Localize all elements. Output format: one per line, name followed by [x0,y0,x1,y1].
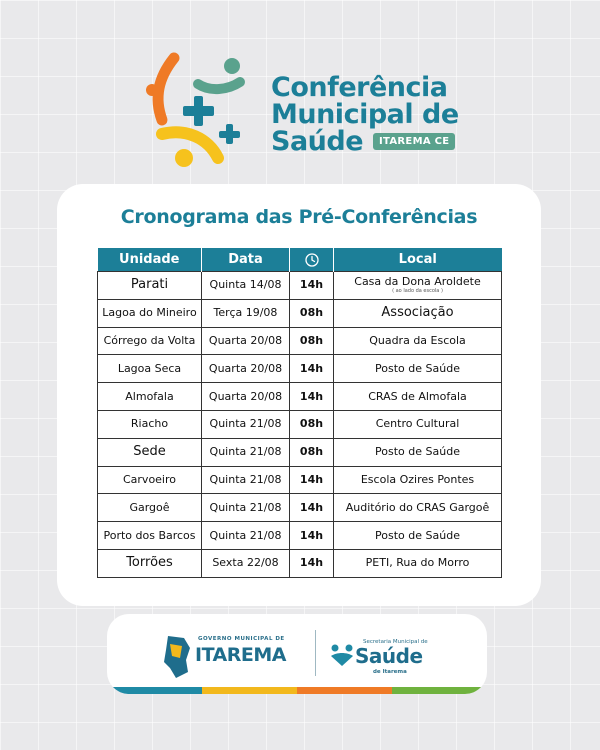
location-badge: ITAREMA CE [373,133,455,150]
schedule-title: Cronograma das Pré-Conferências [120,206,478,228]
row-time: 08h [290,299,334,327]
row-unit: Gargoê [98,494,202,522]
stripe-blue [107,687,202,694]
row-unit: Córrego da Volta [98,327,202,355]
table-row [98,383,502,411]
row-place: Auditório do CRAS Gargoê [334,494,502,522]
row-date: Quinta 21/08 [202,410,290,438]
row-place: Escola Ozires Pontes [334,466,502,494]
row-time: 08h [290,410,334,438]
title-line-1: Conferência [271,72,448,103]
row-time: 08h [290,327,334,355]
table-header-row [98,248,502,272]
secretariat-label: Secretaria Municipal de [363,639,428,645]
row-unit: Porto dos Barcos [98,522,202,550]
row-place: PETI, Rua do Morro [334,549,502,577]
table-row [98,549,502,577]
row-place: CRAS de Almofala [334,383,502,411]
footer-divider [315,630,316,676]
row-place-text: Casa da Dona Aroldete [354,275,481,289]
row-unit: Almofala [98,383,202,411]
row-place: Centro Cultural [334,410,502,438]
stripe-yellow [202,687,297,694]
table-row [98,355,502,383]
row-time: 14h [290,549,334,577]
row-unit: Lagoa Seca [98,355,202,383]
title-line-3: Saúde [271,126,364,157]
color-stripes [107,687,487,694]
conference-title [271,74,459,155]
schedule-card [57,184,541,606]
health-people-icon [329,642,355,668]
row-unit: Carvoeiro [98,466,202,494]
conference-logo-icon [140,46,260,176]
table-row [98,466,502,494]
row-date: Quinta 14/08 [202,272,290,300]
row-date: Quinta 21/08 [202,494,290,522]
row-date: Quinta 21/08 [202,438,290,466]
secretariat-name: Saúde [355,644,423,668]
table-row [98,299,502,327]
government-label: GOVERNO MUNICIPAL DE [198,636,285,642]
title-line-2: Municipal de [271,99,459,130]
row-date: Sexta 22/08 [202,549,290,577]
row-date: Quinta 21/08 [202,466,290,494]
government-name: ITAREMA [195,644,286,666]
row-date: Terça 19/08 [202,299,290,327]
row-date: Quarta 20/08 [202,327,290,355]
secretariat-sub: de Itarema [373,669,407,675]
header-unit: Unidade [98,248,202,272]
row-date: Quarta 20/08 [202,355,290,383]
table-row [98,438,502,466]
row-time: 14h [290,272,334,300]
header-time [290,248,334,272]
row-unit: Parati [98,272,202,300]
clock-icon [305,253,319,267]
row-time: 14h [290,522,334,550]
row-unit: Lagoa do Mineiro [98,299,202,327]
table-row [98,522,502,550]
table-row [98,410,502,438]
row-place: Posto de Saúde [334,522,502,550]
row-place: Associação [334,299,502,327]
table-row [98,327,502,355]
schedule-table [97,248,502,578]
header-place: Local [334,248,502,272]
row-time: 08h [290,438,334,466]
row-place-note: ( ao lado da escola ) [392,288,443,295]
row-place: Posto de Saúde [334,355,502,383]
row-place: Quadra da Escola [334,327,502,355]
header-date: Data [202,248,290,272]
ceara-map-icon [162,634,192,680]
government-logo [162,630,312,682]
row-place: Posto de Saúde [334,438,502,466]
row-time: 14h [290,466,334,494]
row-unit: Sede [98,438,202,466]
row-time: 14h [290,383,334,411]
stripe-orange [297,687,392,694]
stripe-green [392,687,487,694]
table-row [98,272,502,300]
row-unit: Torrões [98,549,202,577]
row-date: Quarta 20/08 [202,383,290,411]
row-place [334,272,502,300]
table-row [98,494,502,522]
row-unit: Riacho [98,410,202,438]
row-time: 14h [290,494,334,522]
health-secretariat-logo [329,630,449,682]
row-date: Quinta 21/08 [202,522,290,550]
row-time: 14h [290,355,334,383]
footer-logos [107,614,487,694]
